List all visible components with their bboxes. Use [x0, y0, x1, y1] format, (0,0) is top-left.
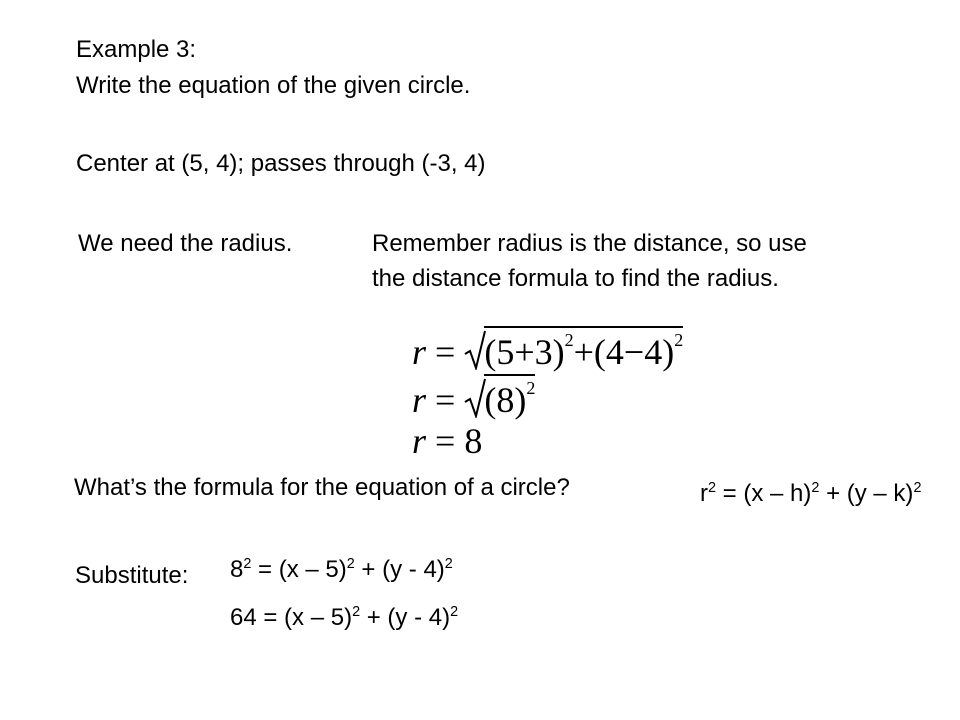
instruction-text: Write the equation of the given circle. — [76, 72, 471, 99]
radius-value: 8 — [464, 421, 483, 461]
formula-question: What’s the formula for the equation of a circle? — [74, 474, 570, 501]
exponent: 2 — [526, 378, 536, 398]
given-text: Center at (5, 4); passes through (-3, 4) — [76, 150, 486, 177]
radius-symbol: r — [412, 421, 427, 461]
radius-symbol: r — [412, 380, 427, 420]
radius-note-line2: the distance formula to find the radius. — [372, 265, 779, 292]
radical-icon — [464, 378, 486, 418]
distance-equation-line3 — [412, 420, 482, 462]
equals-sign: = — [435, 380, 456, 420]
circle-formula: $r^2 = (x - h)^2 + (y - k)^2$ — [700, 480, 922, 507]
exponent: 2 — [674, 330, 684, 350]
plus-sign: + — [573, 332, 594, 372]
example-title: Example 3: — [76, 36, 197, 63]
equals-sign: = — [435, 332, 456, 372]
distance-equation-line2 — [412, 374, 535, 421]
radical-icon — [464, 330, 486, 370]
substitute-label: Substitute: — [75, 562, 189, 589]
term-8: (8) — [484, 380, 527, 420]
distance-equation-line1 — [412, 326, 683, 373]
radius-symbol: r — [412, 332, 427, 372]
final-equation: 64 = (x – 5)$^2$ + (y - 4)$^2$ — [230, 604, 459, 631]
exponent: 2 — [564, 330, 574, 350]
radius-lead: We need the radius. — [78, 230, 293, 257]
term-5-plus-3: (5+3) — [484, 332, 565, 372]
substituted-equation: $8^2 = (x - 5)^2 + (y - 4)^2$ — [230, 556, 453, 583]
term-4-minus-4: (4−4) — [593, 332, 675, 372]
equals-sign: = — [435, 421, 456, 461]
radius-note-line1: Remember radius is the distance, so use — [372, 230, 807, 257]
